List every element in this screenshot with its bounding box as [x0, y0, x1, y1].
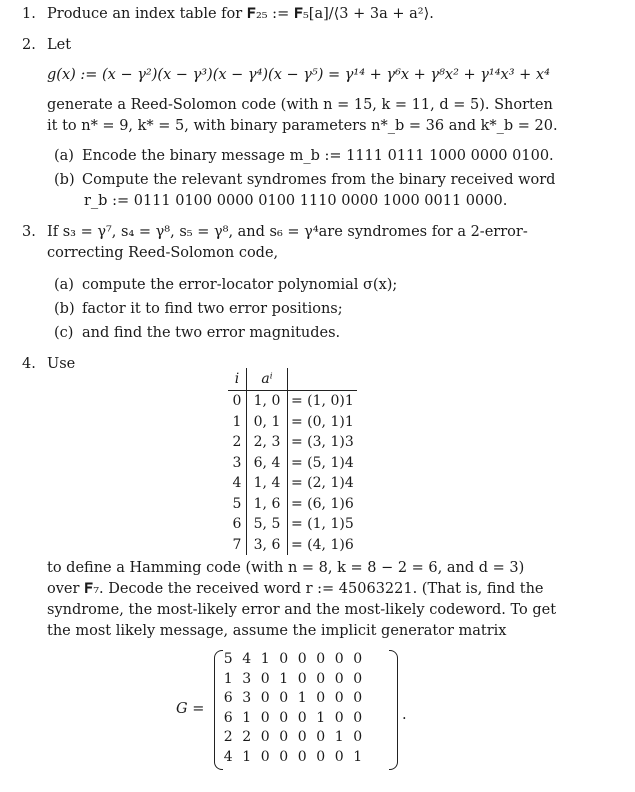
index-table-cell-vector: = (2, 1)4	[291, 475, 354, 491]
index-table-cell-power: 1, 4	[247, 473, 288, 494]
problem-1-number: 1.	[22, 6, 36, 22]
matrix-entry: 3	[242, 670, 252, 687]
index-table-row	[228, 391, 357, 412]
matrix-entry: 3	[242, 690, 252, 707]
generator-matrix-period: .	[402, 707, 407, 723]
matrix-entry: 2	[242, 729, 252, 746]
index-table-cell-vector: = (3, 1)3	[291, 434, 354, 450]
matrix-entry: 0	[260, 670, 270, 687]
matrix-entry: 0	[297, 729, 307, 746]
index-table-cell-power: 6, 4	[247, 453, 288, 474]
matrix-entry: 1	[353, 748, 363, 765]
index-table-cell-i: 6	[228, 514, 247, 535]
matrix-entry: 0	[316, 748, 326, 765]
index-table-cell-vector: = (1, 1)5	[291, 516, 354, 532]
index-table-row	[228, 535, 357, 556]
index-table-cell-power: 5, 5	[247, 514, 288, 535]
matrix-entry: 0	[334, 748, 344, 765]
problem-3-number: 3.	[22, 224, 36, 240]
problem-2a-text: Encode the binary message m_b := 1111 0111 1000 0000 0100.	[82, 148, 554, 164]
index-table-row	[228, 432, 357, 453]
index-table-header-i: i	[228, 368, 247, 391]
index-table-row	[228, 412, 357, 433]
index-table-cell-i: 2	[228, 432, 247, 453]
matrix-entry: 1	[242, 748, 252, 765]
matrix-entry: 4	[242, 651, 252, 667]
index-table-cell-power: 2, 3	[247, 432, 288, 453]
problem-2b-line-2: r_b := 0111 0100 0000 0100 1110 0000 1000 0011 0000.	[84, 193, 508, 209]
index-table-cell-power: 1, 6	[247, 494, 288, 515]
index-table-cell-vector: = (0, 1)1	[291, 413, 354, 430]
matrix-entry: 0	[279, 651, 289, 667]
matrix-entry: 4	[223, 748, 233, 765]
problem-2b-line-1: Compute the relevant syndromes from the binary received word	[82, 172, 556, 188]
index-table-cell-i: 7	[228, 535, 247, 556]
index-table-cell-power: 1, 0	[247, 391, 288, 412]
index-table-row	[228, 494, 357, 515]
matrix-entry: 0	[353, 729, 363, 746]
matrix-entry: 1	[223, 670, 233, 687]
problem-2a-label: (a)	[54, 148, 74, 164]
matrix-entry: 6	[223, 690, 233, 707]
index-table-cell-vector: = (4, 1)6	[291, 536, 354, 553]
matrix-entry: 0	[297, 709, 307, 726]
matrix-entry: 0	[279, 748, 289, 765]
matrix-entry: 0	[334, 651, 344, 667]
matrix-entry: 0	[316, 690, 326, 707]
matrix-right-bracket	[389, 650, 398, 770]
matrix-entry: 1	[260, 651, 270, 667]
matrix-entry: 0	[316, 651, 326, 667]
problem-2-line-2: it to n* = 9, k* = 5, with binary parameters n*_b = 36 and k*_b = 20.	[47, 118, 558, 134]
problem-3b-label: (b)	[54, 301, 75, 317]
matrix-entry: 0	[297, 748, 307, 765]
index-table-cell-i: 1	[228, 412, 247, 433]
matrix-entry: 0	[260, 729, 270, 746]
matrix-entry: 1	[316, 709, 326, 726]
problem-2-line-1: generate a Reed-Solomon code (with n = 15, k = 11, d = 5). Shorten	[47, 97, 553, 113]
index-table-cell-vector: = (6, 1)6	[291, 495, 354, 512]
matrix-entry: 1	[334, 729, 344, 746]
matrix-row	[219, 689, 367, 709]
matrix-entry: 0	[353, 651, 363, 667]
problem-4-line-2: over 𝐅₇. Decode the received word r := 45063221. (That is, find the	[47, 581, 544, 597]
matrix-row	[219, 728, 367, 748]
matrix-entry: 0	[260, 709, 270, 726]
generator-polynomial-equation: g(x) := (x − γ²)(x − γ³)(x − γ⁴)(x − γ⁵) = γ¹⁴ + γ⁶x + γ⁸x² + γ¹⁴x³ + x⁴	[47, 67, 550, 83]
index-table-row	[228, 473, 357, 494]
problem-3c-text: and find the two error magnitudes.	[82, 325, 341, 341]
matrix-entry: 1	[242, 709, 252, 726]
matrix-entry: 0	[260, 690, 270, 707]
matrix-entry: 0	[316, 729, 326, 746]
index-table-cell-vector: = (1, 0)1	[291, 393, 354, 409]
index-table-cell-vector: = (5, 1)4	[291, 454, 354, 471]
index-table	[228, 368, 357, 555]
index-table-header	[228, 368, 357, 391]
problem-1-text: Produce an index table for 𝐅₂₅ := 𝐅₅[a]/⟨3 + 3a + a²⟩.	[47, 6, 434, 22]
problem-3a-text: compute the error-locator polynomial σ(x);	[82, 277, 398, 293]
problem-2b-label: (b)	[54, 172, 75, 188]
index-table-cell-i: 5	[228, 494, 247, 515]
matrix-entry: 0	[279, 729, 289, 746]
generator-matrix-label: G =	[176, 701, 205, 717]
index-table-cell-power: 3, 6	[247, 535, 288, 556]
index-table-cell-i: 3	[228, 453, 247, 474]
matrix-entry: 1	[279, 670, 289, 687]
problem-3a-label: (a)	[54, 277, 74, 293]
matrix-entry: 0	[279, 690, 289, 707]
problem-3b-text: factor it to find two error positions;	[82, 301, 343, 317]
matrix-entry: 1	[297, 690, 307, 707]
problem-4-number: 4.	[22, 356, 36, 372]
matrix-entry: 0	[334, 690, 344, 707]
index-table-header-ai: aⁱ	[247, 368, 288, 391]
problem-4-line-4: the most likely message, assume the implicit generator matrix	[47, 623, 507, 639]
matrix-entry: 0	[260, 748, 270, 765]
matrix-entry: 2	[223, 729, 233, 746]
matrix-entry: 0	[334, 709, 344, 726]
generator-matrix	[219, 650, 367, 768]
problem-4-line-3: syndrome, the most-likely error and the most-likely codeword. To get	[47, 602, 557, 618]
problem-3-line-1: If s₃ = γ⁷, s₄ = γ⁸, s₅ = γ⁸, and s₆ = γ⁴are syndromes for a 2-error-	[47, 224, 528, 240]
index-table-row	[228, 514, 357, 535]
matrix-row	[219, 748, 367, 768]
matrix-row	[219, 650, 367, 670]
problem-3c-label: (c)	[54, 325, 74, 341]
matrix-entry: 0	[353, 690, 363, 707]
matrix-entry: 0	[316, 670, 326, 687]
problem-2-number: 2.	[22, 37, 36, 53]
matrix-entry: 0	[353, 709, 363, 726]
problem-3-line-2: correcting Reed-Solomon code,	[47, 245, 279, 261]
matrix-entry: 0	[297, 651, 307, 667]
problem-4-lead: Use	[47, 356, 76, 372]
matrix-entry: 0	[297, 670, 307, 687]
matrix-row	[219, 670, 367, 690]
matrix-entry: 0	[279, 709, 289, 726]
matrix-entry: 0	[353, 670, 363, 687]
matrix-entry: 0	[334, 670, 344, 687]
matrix-entry: 6	[223, 709, 233, 726]
problem-2-lead: Let	[47, 37, 72, 53]
index-table-row	[228, 453, 357, 474]
index-table-cell-i: 0	[228, 391, 247, 412]
index-table-cell-power: 0, 1	[247, 412, 288, 433]
matrix-entry: 5	[223, 651, 233, 667]
problem-4-line-1: to define a Hamming code (with n = 8, k = 8 − 2 = 6, and d = 3)	[47, 560, 525, 576]
index-table-cell-i: 4	[228, 473, 247, 494]
matrix-row	[219, 709, 367, 729]
